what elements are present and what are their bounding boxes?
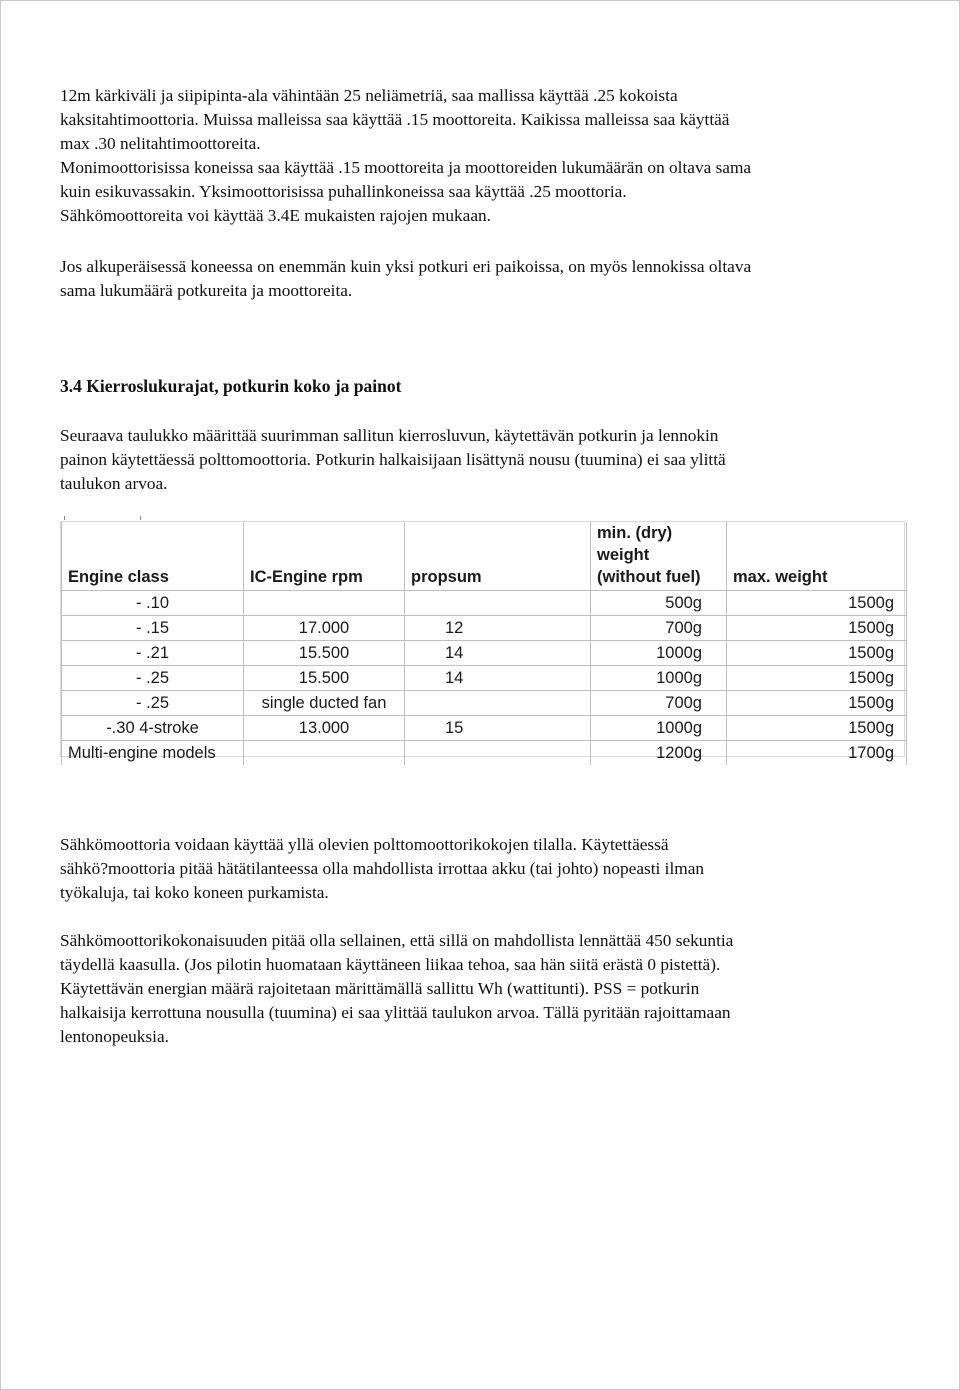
cell-engine-class: - .10 (62, 591, 244, 616)
text-line: Jos alkuperäisessä koneessa on enemmän kuin yksi potkuri eri paikoissa, on myös lennokissa oltava (60, 257, 752, 276)
header-line: weight (597, 546, 650, 564)
text-line: sama lukumäärä potkureita ja moottoreita. (60, 281, 353, 300)
table-row (62, 741, 907, 766)
cell-rpm (244, 741, 405, 766)
cell-max-weight: 1500g (727, 591, 907, 616)
text-line: Käytettävän energian määrä rajoitetaan märittämällä sallittu Wh (wattitunti). PSS = potkurin (60, 979, 700, 998)
paragraph-electric-motor (60, 833, 910, 905)
cell-max-weight: 1500g (727, 641, 907, 666)
cell-engine-class: - .21 (62, 641, 244, 666)
cell-engine-class: - .15 (62, 616, 244, 641)
text-line: max .30 nelitahtimoottoreita. (60, 134, 261, 153)
cell-propsum (405, 741, 591, 766)
table-row (62, 666, 907, 691)
paragraph-propeller-count (60, 255, 910, 303)
cell-max-weight: 1500g (727, 716, 907, 741)
cell-max-weight: 1500g (727, 616, 907, 641)
cell-propsum (405, 691, 591, 716)
text-line: Seuraava taulukko määrittää suurimman sallitun kierrosluvun, käytettävän potkurin ja lennokin (60, 426, 719, 445)
text-line: työkaluja, tai koko koneen purkamista. (60, 883, 329, 902)
cell-min-weight: 1000g (591, 716, 727, 741)
cell-rpm: 17.000 (244, 616, 405, 641)
text-line: sähkö?moottoria pitää hätätilanteessa olla mahdollista irrottaa akku (tai johto) nopeasti ilman (60, 859, 705, 878)
cell-min-weight: 500g (591, 591, 727, 616)
cell-rpm (244, 591, 405, 616)
text-line: kuin esikuvassakin. Yksimoottorisissa puhallinkoneissa saa käyttää .25 moottoria. (60, 182, 627, 201)
table-row (62, 616, 907, 641)
header-rpm: IC-Engine rpm (244, 522, 405, 591)
cell-rpm: 13.000 (244, 716, 405, 741)
cell-max-weight: 1500g (727, 691, 907, 716)
engine-limits-table (61, 522, 907, 765)
cell-max-weight: 1500g (727, 666, 907, 691)
text-line: Sähkömoottoreita voi käyttää 3.4E mukaisten rajojen mukaan. (60, 206, 491, 225)
cell-propsum: 15 (405, 716, 591, 741)
scan-artifact (140, 516, 141, 520)
paragraph-electric-energy (60, 929, 910, 1049)
paragraph-engine-rules (60, 84, 910, 228)
cell-propsum: 14 (405, 641, 591, 666)
cell-propsum (405, 591, 591, 616)
table-row (62, 641, 907, 666)
text-line: kaksitahtimoottoria. Muissa malleissa saa käyttää .15 moottoreita. Kaikissa malleissa saa käyttää (60, 110, 730, 129)
cell-min-weight: 1200g (591, 741, 727, 766)
cell-min-weight: 700g (591, 616, 727, 641)
header-line: (without fuel) (597, 568, 701, 586)
text-line: 12m kärkiväli ja siipipinta-ala vähintään 25 neliämetriä, saa mallissa käyttää .25 kokoista (60, 86, 678, 105)
cell-rpm: 15.500 (244, 641, 405, 666)
cell-min-weight: 1000g (591, 641, 727, 666)
cell-engine-class: - .25 (62, 691, 244, 716)
cell-propsum: 14 (405, 666, 591, 691)
table-header-row (62, 522, 907, 591)
text-line: Sähkömoottorikokonaisuuden pitää olla sellainen, että sillä on mahdollista lennättää 450 sekuntia (60, 931, 734, 950)
cell-engine-class: - .25 (62, 666, 244, 691)
cell-min-weight: 700g (591, 691, 727, 716)
cell-rpm: 15.500 (244, 666, 405, 691)
cell-propsum: 12 (405, 616, 591, 641)
paragraph-table-intro (60, 424, 910, 496)
section-heading: 3.4 Kierroslukurajat, potkurin koko ja painot (60, 376, 402, 396)
text-line: taulukon arvoa. (60, 474, 168, 493)
table-row (62, 691, 907, 716)
cell-rpm: single ducted fan (244, 691, 405, 716)
engine-limits-table-image (60, 521, 905, 762)
header-propsum: propsum (405, 522, 591, 591)
table-row (62, 591, 907, 616)
text-line: painon käytettäessä polttomoottoria. Potkurin halkaisijaan lisättynä nousu (tuumina) ei saa ylittä (60, 450, 726, 469)
header-max-weight: max. weight (727, 522, 907, 591)
text-line: halkaisija kerrottuna nousulla (tuumina) ei saa ylittää taulukon arvoa. Tällä pyritään rajoittamaan (60, 1003, 731, 1022)
header-min-weight (591, 522, 727, 591)
text-line: lentonopeuksia. (60, 1027, 169, 1046)
cell-max-weight: 1700g (727, 741, 907, 766)
cell-min-weight: 1000g (591, 666, 727, 691)
text-line: täydellä kaasulla. (Jos pilotin huomataan käyttäneen liikaa tehoa, saa hän siitä erästä 0 pistettä). (60, 955, 721, 974)
text-line: Monimoottorisissa koneissa saa käyttää .15 moottoreita ja moottoreiden lukumäärän on oltava sama (60, 158, 752, 177)
scan-artifact (64, 516, 65, 520)
text-line: Sähkömoottoria voidaan käyttää yllä olevien polttomoottorikokojen tilalla. Käytettäessä (60, 835, 669, 854)
cell-engine-class: Multi-engine models (62, 741, 244, 766)
header-line: min. (dry) (597, 524, 673, 542)
table-row (62, 716, 907, 741)
header-engine-class: Engine class (62, 522, 244, 591)
cell-engine-class: -.30 4-stroke (62, 716, 244, 741)
